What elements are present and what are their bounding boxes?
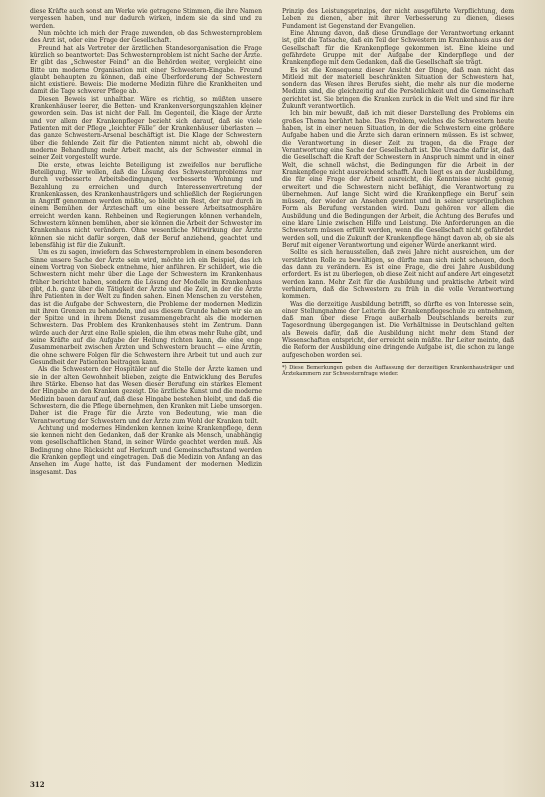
footnote-divider xyxy=(282,362,342,363)
paragraph: Eine Ahnung davon, daß diese Grundlage der Verantwortung erkannt ist, gibt die Tatsache, daß ein Teil der Schwestern im Krankenhaus aus der Gesellschaft für die Krankenpflege gekommen ist. Eine kleine und gefährdete Gruppe mit der Aufgabe der Kinderpflege und der Krankenpflege mit dem Gedanken, daß die Gesellschaft sie trägt. xyxy=(282,29,514,67)
paragraph: Diesen Beweis ist unhaltbar. Wäre es richtig, so müßten unsere Krankenhäuser leerer, die Betten- und Krankenversorgungszahlen kleiner geworden sein. Das ist nicht der Fall. Im Gegenteil, die Klage der Ärzte und vor allem der Krankenpfleger bezieht sich darauf, daß sie viele Patienten mit der Pflege „leichter Fälle“ der Krankenhäuser überlasten — das ganze Schwestern-Arsenal beschäftigt ist. Die Klage der Schwestern über die fehlende Zeit für die Patienten nimmt nicht ab, obwohl die moderne Behandlung mehr Arbeit macht, als der Schwester einmal in seiner Zeit vorgestellt wurde. xyxy=(30,95,262,162)
paragraph: Um es zu sagen, inwiefern das Schwesternproblem in einem besonderen Sinne unsere Sache der Ärzte sein wird, möchte ich ein Beispiel, das ich einem Vortrag von Siebeck entnehme, hier anführen. Er schildert, wie die Schwestern nicht mehr über die Lage der Schwestern im Krankenhaus früher berichtet haben, sondern die Lösung der Modelle im Krankenhaus gibt, d.h. ganz über die Tätigkeit der Ärzte und die Zeit, in der die Ärzte ihre Patienten in der Welt zu finden sahen. Einen Menschen zu verstehen, das ist die Aufgabe der Schwestern, die Probleme der modernen Medizin mit ihren Grenzen zu behandeln, und aus diesem Grunde haben wir sie an der Spitze und in ihrem Dienst zusammengebracht als die modernen Schwestern. Das Problem des Krankenhauses steht im Zentrum. Dann würde auch der Arzt eine Rolle spielen, die ihm etwas mehr Ruhe gibt, und seine Kräfte auf die Aufgabe der Heilung richten kann, die eine enge Zusammenarbeit zwischen Ärzten und Schwestern braucht — eine Ärztin, die ohne schwere Folgen für die Schwestern ihre Arbeit tut und auch zur Gesundheit der Patienten beitragen kann. xyxy=(30,249,262,366)
paragraph: Freund hat als Vertreter der ärztlichen Standesorganisation die Frage kürzlich so beantwortet: Das Schwesternproblem ist nicht Sache der Ärzte. Er gibt das „Schwester Feind“ an die Behörden weiter, vergleicht eine Bitte um moderne Organisation mit einer Schwestern-Eingabe. Freund glaubt behaupten zu können, daß eine Überforderung der Schwestern nicht existiere. Beweis: Die moderne Medizin führe die Krankheiten und damit die Tage schwerer Pflege ab. xyxy=(30,44,262,96)
paragraph: Prinzip des Leistungsprinzips, der nicht ausgeführte Verpflichtung, dem Leben zu dienen, aber mit ihrer Verbesserung zu dienen, dieses Fundament ist Gegenstand der Evangelien. xyxy=(282,8,514,30)
right-column xyxy=(282,8,514,377)
paragraph: Was die derzeitige Ausbildung betrifft, so dürfte es von Interesse sein, einer Stellungnahme der Leiterin der Krankenpflegeschule zu entnehmen, daß man über diese Frage außerhalb Deutschlands bereits zur Tagesordnung übergegangen ist. Die Verhältnisse in Deutschland gelten als Beweis dafür, daß die Ausbildung nicht mehr dem Stand der Wissenschaften entspricht, der erreicht sein müßte. Ihr Leiter meinte, daß die Reform der Ausbildung eine dringende Aufgabe ist, die schon zu lange aufgeschoben worden sei. xyxy=(282,300,514,359)
paragraph: Die erste, etwas leichte Beteiligung ist zweifellos nur berufliche Beteiligung. Wir wollen, daß die Lösung des Schwesternproblems nur durch verbesserte Arbeitsbedingungen, verbesserte Wohnung und Bezahlung zu erreichen und durch Interessenvertretung der Krankenkassen, des Krankenhausträgers und schließlich der Regierungen in Angriff genommen werden müßte, so bleibt ein Rest, der nur durch in einem Bemühen der Ärzteschaft um eine bessere Arbeitsatmosphäre erreicht werden kann. Rehbeinen und Regierungen können verhandeln, Schwestern können bemühen, aber sie können die Arbeit der Schwester im Krankenhaus nicht verändern. Ohne wesentliche Mitwirkung der Ärzte können sie nicht dafür sorgen, daß der Beruf anziehend, geachtet und lebensfähig ist für die Zukunft. xyxy=(30,161,262,249)
paragraph: Sollte es sich herausstellen, daß zwei Jahre nicht ausreichen, um der verstärkten Rolle zu bewältigen, so dürfte man sich nicht scheuen, doch das dann zu verändern. Es ist eine Frage, die drei Jahre Ausbildung erfordert. Es ist zu überlegen, ob diese Zeit nicht auf andere Art eingesetzt werden kann. Mehr Zeit für die Ausbildung und praktische Arbeit wird verhindern, daß die Schwestern zu früh in die volle Verantwortung kommen. xyxy=(282,249,514,301)
paragraph: Nun möchte ich mich der Frage zuwenden, ob das Schwesternproblem des Arzt ist, oder eine Frage der Gesellschaft. xyxy=(30,29,262,45)
paragraph: Achtung und modernes Hindenken kennen keine Krankenpflege, denn sie kennen nicht den Gedanken, daß der Kranke als Mensch, unabhängig vom gesellschaftlichen Stand, in seiner Würde geachtet werden muß. Als Bedingung ohne Rücksicht auf Herkunft und Gemeinschaftsstand werden die Kranken gepflegt und eingetragen. Daß die Medizin von Anfang an das Ansehen im Auge hatte, ist das Fundament der modernen Medizin insgesamt. Das xyxy=(30,424,262,476)
left-column xyxy=(30,8,262,476)
paragraph: Ich bin mir bewußt, daß ich mit dieser Darstellung des Problems ein großes Thema berührt habe. Das Problem, welches die Schwestern heute haben, ist in einer neuen Situation, in der die Schwestern eine größere Aufgabe haben und die Ärzte sich daran erinnern müssen. Es ist schwer, die Verantwortung in dieser Zeit zu tragen, da die Frage der Verantwortung eine Sache der Gesellschaft ist. Die Ursache dafür ist, daß die Gesellschaft die Kraft der Schwestern in Anspruch nimmt und in einer Welt, die schnell wächst, die Bedingungen für die Arbeit in der Krankenpflege nicht ausreichend schafft. Auch liegt es an der Ausbildung, die für eine Frage der Arbeit ausreicht, die Kenntnisse nicht genug erweitert und die Schwestern nicht befähigt, die Verantwortung zu übernehmen. Auf lange Sicht wird die Krankenpflege ein Beruf sein müssen, der wieder an Ansehen gewinnt und in seiner ursprünglichen Form als Berufung verstanden wird. Dazu gehören vor allem die Ausbildung und die Bedingungen der Arbeit, die Achtung des Berufes und eine klare Linie zwischen Hilfe und Leistung. Die Anforderungen an die Schwestern müssen erfüllt werden, wenn die Gesellschaft nicht gefährdet werden soll, und die Zukunft der Krankenpflege hängt davon ab, ob sie als Beruf mit eigener Verantwortung und eigener Würde anerkannt wird. xyxy=(282,110,514,249)
page-number: 312 xyxy=(30,780,45,789)
paragraph: Als die Schwestern der Hospitäler auf die Stelle der Ärzte kamen und sie in der alten Gewohnheit blieben, zeigte die Entwicklung des Berufes ihre Stärke. Ebenso hat das Wesen dieser Berufung ein starkes Element der Hingabe an den Kranken gezeigt. Die ärztliche Kunst und die moderne Medizin bauen darauf auf, daß diese Hingabe bestehen bleibt, und daß die Schwestern, die die Pflege übernehmen, den Kranken mit Liebe umsorgen. Daher ist die Frage für die Ärzte von Bedeutung, wie man die Verantwortung der Schwestern und der Ärzte zum Wohl der Kranken teilt. xyxy=(30,366,262,425)
footnote: *) Diese Bemerkungen geben die Auffassung der derzeitigen Krankenhausträger und Ärztekammern zur Schwesternfrage wieder. xyxy=(282,365,514,378)
paragraph: diese Kräfte auch sonst am Werke wie getragene Stimmen, die ihre Namen vergessen haben, und nur dadurch wirken, indem sie da sind und zu werden. xyxy=(30,8,262,30)
paragraph: Es ist die Konsequenz dieser Ansicht der Dinge, daß man nicht das Mitleid mit der materiell beschränkten Situation der Schwestern hat, sondern das Wesen ihres Berufes sieht, die mehr als nur die moderne Medizin sind, die gleichzeitig auf die Persönlichkeit und die Gemeinschaft gerichtet ist. Sie bringen die Kranken zurück in die Welt und sind für ihre Zukunft verantwortlich. xyxy=(282,66,514,111)
